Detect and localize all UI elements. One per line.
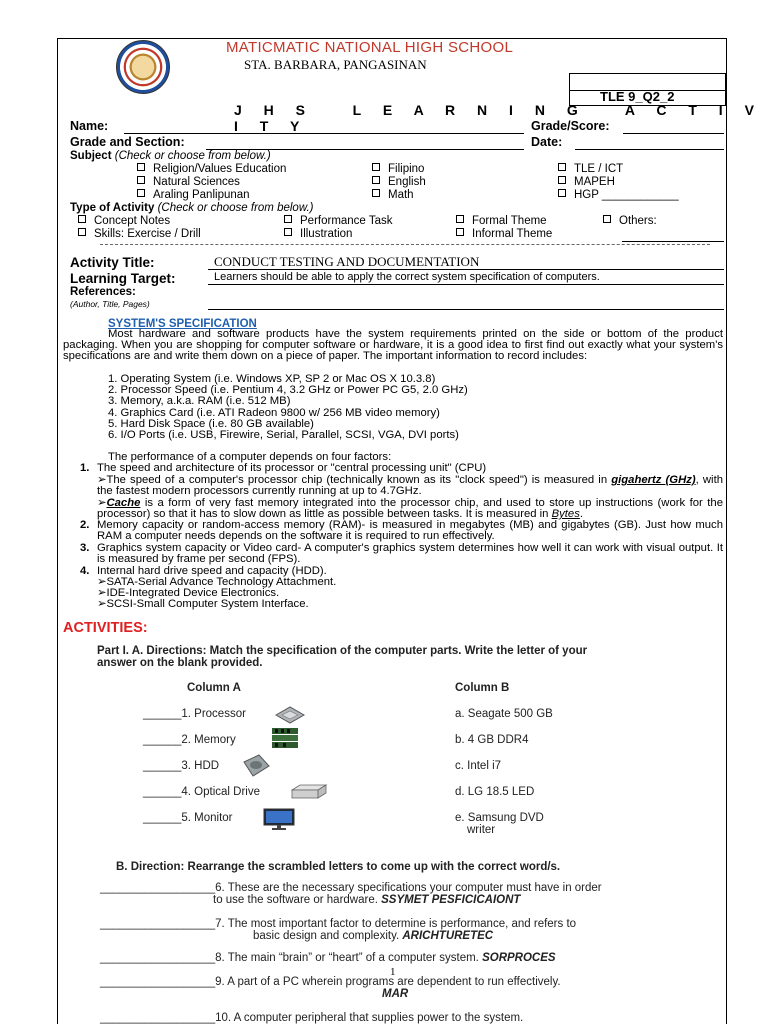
checkbox-icon[interactable] <box>456 215 464 223</box>
subject-item[interactable]: TLE / ICT <box>558 163 679 176</box>
processor-icon <box>272 703 306 727</box>
part-b-item-cont: to use the software or hardware. SSYMET PESFICICAIONT <box>213 894 521 906</box>
checkbox-icon[interactable] <box>558 189 566 197</box>
checkbox-icon[interactable] <box>558 176 566 184</box>
activity-title-label: Activity Title: <box>70 255 155 270</box>
list-item: ➢SCSI-Small Computer System Interface. <box>97 598 309 611</box>
factor-4: Internal hard drive speed and capacity (HDD). <box>97 565 327 577</box>
factor-number: 4. <box>80 565 90 577</box>
subject-col2 <box>372 163 426 202</box>
arrow-bullet-icon: ➢ <box>97 587 107 600</box>
factor-3: Graphics system capacity or Video card- A computer's graphics system determines how well it can work with visual output. It is measured by frame per second (FPS). <box>97 542 723 566</box>
list-item: 2. Processor Speed (i.e. Pentium 4, 3.2 GHz or Power PC G5, 2.0 GHz) <box>108 384 468 397</box>
name-field[interactable] <box>124 133 524 134</box>
answer-blank[interactable]: __________________ <box>100 976 216 988</box>
column-a-item: ______4. Optical Drive <box>143 786 260 798</box>
column-b-item: d. LG 18.5 LED <box>455 786 535 798</box>
subject-heading: Subject (Check or choose from below.) <box>70 150 271 162</box>
activity-type-item[interactable]: Illustration <box>284 228 352 240</box>
column-b-item: e. Samsung DVD <box>455 812 544 824</box>
factor-1b: ➢Cache is a form of very fast memory integrated into the processor chip, and used to store up instructions (work for the processor) so that it has to slow down as little as possible between tasks. It is measured in Bytes. <box>97 497 723 521</box>
subject-item[interactable]: Araling Panlipunan <box>137 189 286 202</box>
date-label: Date: <box>531 135 563 149</box>
answer-blank[interactable]: __________________ <box>100 882 216 894</box>
checkbox-icon[interactable] <box>78 215 86 223</box>
subject-item[interactable]: Math <box>372 189 426 202</box>
factors-intro: The performance of a computer depends on four factors: <box>108 451 392 463</box>
checkbox-icon[interactable] <box>372 176 380 184</box>
factor-1a: ➢The speed of a computer's processor chip (technically known as its "clock speed") is measured in gigahertz (GHz), with the fastest modern processors currently running at up to 4.7GHz. <box>97 474 723 498</box>
factor-number: 1. <box>80 462 90 474</box>
activity-type-item[interactable]: Performance Task <box>284 215 392 227</box>
checkbox-icon[interactable] <box>558 163 566 171</box>
arrow-bullet-icon: ➢ <box>97 598 107 611</box>
factor-number: 3. <box>80 542 90 554</box>
references-label: References: <box>70 286 136 298</box>
part-b-direction: B. Direction: Rearrange the scrambled letters to come up with the correct word/s. <box>116 861 561 873</box>
part1-directions: Part I. A. Directions: Match the specification of the computer parts. Write the letter of your <box>97 645 588 657</box>
page-number: 1 <box>390 966 396 978</box>
subject-item[interactable]: Filipino <box>372 163 426 176</box>
hdd-icon <box>241 752 271 780</box>
factor-2: Memory capacity or random-access memory (RAM)- is measured in megabytes (MB) and gigabytes (GB). Just how much RAM a computer needs depends on the software it is required to run effectively. <box>97 519 723 543</box>
activity-type-item[interactable]: Skills: Exercise / Drill <box>78 228 201 240</box>
activity-type-item[interactable]: Concept Notes <box>78 215 170 227</box>
checkbox-icon[interactable] <box>137 189 145 197</box>
learning-target-line <box>208 284 724 285</box>
subject-col3 <box>558 163 679 202</box>
spec-list <box>108 374 468 441</box>
school-seal-icon <box>116 40 170 94</box>
checkbox-icon[interactable] <box>284 215 292 223</box>
list-item: 5. Hard Disk Space (i.e. 80 GB available) <box>108 417 314 430</box>
subject-item[interactable]: Religion/Values Education <box>137 163 286 176</box>
list-item: 4. Graphics Card (i.e. ATI Radeon 9800 w/ 256 MB video memory) <box>108 406 440 419</box>
learning-target-label: Learning Target: <box>70 271 176 286</box>
subject-col1 <box>137 163 286 202</box>
column-a-item: ______2. Memory <box>143 734 236 746</box>
arrow-bullet-icon: ➢ <box>97 497 107 509</box>
checkbox-icon[interactable] <box>78 228 86 236</box>
checkbox-icon[interactable] <box>137 163 145 171</box>
activity-type-item[interactable]: Formal Theme <box>456 215 547 227</box>
optical-drive-icon <box>290 783 328 801</box>
list-item: ➢IDE-Integrated Device Electronics. <box>97 587 280 600</box>
column-b-item: b. 4 GB DDR4 <box>455 734 529 746</box>
grade-score-field[interactable] <box>623 133 724 134</box>
subject-item[interactable]: MAPEH <box>558 176 679 189</box>
activity-type-item[interactable]: Others: <box>603 215 657 227</box>
part-b-item: __________________7. The most important factor to determine is performance, and refers to <box>100 918 577 930</box>
part-b-item: __________________10. A computer peripheral that supplies power to the system. <box>100 1012 524 1024</box>
column-b-item: c. Intel i7 <box>455 760 502 772</box>
section-heading: SYSTEM'S SPECIFICATION <box>108 318 257 330</box>
activity-code: TLE 9_Q2_2 <box>600 89 675 104</box>
document-title: J H S L E A R N I N G A C T I V I T Y <box>234 102 763 134</box>
column-b-item: a. Seagate 500 GB <box>455 708 553 720</box>
column-b-item-cont: writer <box>467 824 496 836</box>
divider <box>100 244 710 245</box>
list-item: ➢SATA-Serial Advance Technology Attachment. <box>97 576 337 588</box>
checkbox-icon[interactable] <box>456 228 464 236</box>
school-name: MATICMATIC NATIONAL HIGH SCHOOL <box>226 39 514 56</box>
subject-item[interactable]: English <box>372 176 426 189</box>
subject-item[interactable]: HGP ____________ <box>558 189 679 202</box>
checkbox-icon[interactable] <box>603 215 611 223</box>
checkbox-icon[interactable] <box>372 189 380 197</box>
date-field[interactable] <box>575 149 724 150</box>
checkbox-icon[interactable] <box>372 163 380 171</box>
activities-heading: ACTIVITIES: <box>63 620 148 636</box>
references-hint: (Author, Title, Pages) <box>70 299 150 309</box>
checkbox-icon[interactable] <box>284 228 292 236</box>
intro-paragraph: Most hardware and software products have the system requirements printed on the side or bottom of the product packaging. When you are shopping for computer software or hardware, it is a good idea to first find out exactly what your system's specifications are and write them down on a piece of paper. The important information to record includes: <box>63 328 723 363</box>
activity-title-value: CONDUCT TESTING AND DOCUMENTATION <box>214 254 480 269</box>
name-label: Name: <box>70 119 109 133</box>
answer-blank[interactable]: __________________ <box>100 1012 216 1024</box>
factor-1: The speed and architecture of its processor or "central processing unit" (CPU) <box>97 462 487 474</box>
arrow-bullet-icon: ➢ <box>97 576 107 588</box>
answer-blank[interactable]: __________________ <box>100 918 216 930</box>
learning-target-value: Learners should be able to apply the correct system specification of computers. <box>214 271 600 283</box>
subject-item[interactable]: Natural Sciences <box>137 176 286 189</box>
hdd-list <box>97 577 336 611</box>
column-a-item: ______1. Processor <box>143 708 246 720</box>
part-b-item: __________________8. The main “brain” or “heart” of a computer system. SORPROCES <box>100 952 556 964</box>
school-address: STA. BARBARA, PANGASINAN <box>244 57 427 72</box>
activity-type-item[interactable]: Informal Theme <box>456 228 552 240</box>
column-a-header: Column A <box>187 682 241 694</box>
part-b-item: __________________6. These are the necessary specifications your computer must have in order <box>100 882 602 894</box>
activity-title-line <box>208 269 724 270</box>
activity-type-heading: Type of Activity (Check or choose from below.) <box>70 202 314 214</box>
list-item: 6. I/O Ports (i.e. USB, Firewire, Serial, Parallel, SCSI, VGA, DVI ports) <box>108 429 459 442</box>
part-b-scrambled: MAR <box>382 988 409 1000</box>
answer-blank[interactable]: __________________ <box>100 952 216 964</box>
references-line <box>208 309 724 310</box>
grade-section-label: Grade and Section: <box>70 135 185 149</box>
list-item: 1. Operating System (i.e. Windows XP, SP 2 or Mac OS X 10.3.8) <box>108 373 436 385</box>
monitor-icon <box>262 807 296 831</box>
part-b-item: __________________9. A part of a PC wherein programs are dependent to run effectively. <box>100 976 561 988</box>
memory-icon <box>269 725 301 751</box>
arrow-bullet-icon: ➢ <box>97 474 107 486</box>
part1-directions-cont: answer on the blank provided. <box>97 657 263 669</box>
factor-number: 2. <box>80 519 90 531</box>
column-a-item: ______3. HDD <box>143 760 220 772</box>
list-item: 3. Memory, a.k.a. RAM (i.e. 512 MB) <box>108 395 291 408</box>
column-a-item: ______5. Monitor <box>143 812 233 824</box>
others-field[interactable] <box>622 241 724 242</box>
part-b-item-cont: basic design and complexity. ARICHTURETEC <box>253 930 494 942</box>
checkbox-icon[interactable] <box>137 176 145 184</box>
grade-score-label: Grade/Score: <box>531 119 610 133</box>
column-b-header: Column B <box>455 682 510 694</box>
